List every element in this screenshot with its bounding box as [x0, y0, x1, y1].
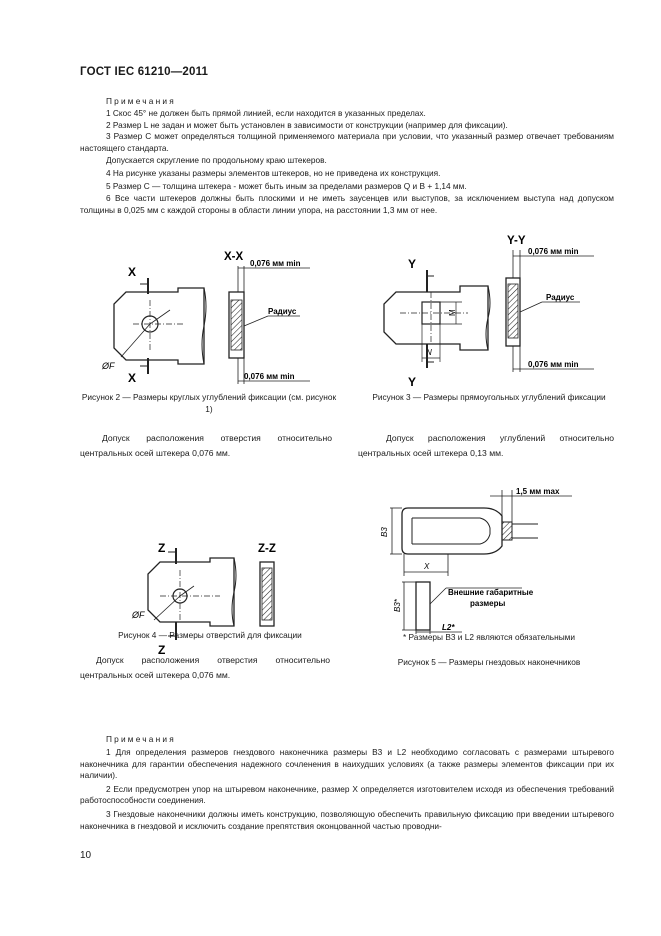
- note-item: Допускается скругление по продольному краю штекеров.: [106, 155, 327, 166]
- figure-2-drawing: [78, 240, 338, 390]
- dim-m-label: M: [448, 309, 457, 316]
- note-item: 3 Размер С может определяться толщиной применяемого материала при условии, что указанный размер отвечает требованиям настоящего стандарта.: [80, 131, 614, 153]
- dim-max-label: 1,5 мм max: [516, 487, 560, 496]
- figure-3-caption: Рисунок 3 — Размеры прямоугольных углублений фиксации: [372, 392, 606, 402]
- dim-b3s-label: B3*: [393, 599, 402, 612]
- figure-3-drawing: [370, 232, 610, 392]
- page-header: ГОСТ IEC 61210—2011: [80, 66, 209, 78]
- figure-5-caption: Рисунок 5 — Размеры гнездовых наконечников: [397, 657, 581, 667]
- section-mark-z-bottom: Z: [158, 643, 166, 657]
- section-mark-z-top: Z: [158, 541, 166, 555]
- figure-4-caption: Рисунок 4 — Размеры отверстий для фиксации: [118, 630, 302, 640]
- dim-l2-label: L2*: [442, 623, 455, 632]
- note-item: 6 Все части штекеров должны быть плоскими и не иметь заусенцев или выступов, за исключением выступа над допуском толщины в 0,025 мм с каждой стороны в области линии упора, на расстоянии 1,3 мм от нее.: [80, 193, 614, 215]
- section-title-zz: Z-Z: [258, 543, 276, 555]
- ext-dims-label-1: Внешние габаритные: [448, 588, 534, 597]
- figure-2-tolerance: Допуск расположения отверстия относительно центральных осей штекера 0,076 мм.: [80, 433, 332, 458]
- dim-x-label: X: [424, 562, 430, 571]
- note-item: 1 Для определения размеров гнездового наконечника размеры B3 и L2 необходимо согласовать с размерами штыревого наконечника для гарантии обеспечения надежного сочленения в наихудших условиях (а также размеры элементов фиксации при их наличии).: [80, 747, 614, 781]
- top-notes: [80, 96, 614, 216]
- figure-2-caption: Рисунок 2 — Размеры круглых углублений фиксации (см. рисунок 1): [81, 392, 337, 414]
- section-mark-y-top: Y: [408, 257, 417, 271]
- note-item: 3 Гнездовые наконечники должны иметь конструкцию, позволяющую обеспечить правильную фиксацию при введении штыревого наконечника в гнездовой и исключить создание препятствия оконцованной частью проводни-: [80, 808, 614, 831]
- note-item: 4 На рисунке указаны размеры элементов штекеров, но не приведена их конструкция.: [106, 167, 441, 178]
- figure-5-footnote: * Размеры B3 и L2 являются обязательными: [403, 632, 575, 642]
- section-title-yy: Y-Y: [507, 235, 526, 247]
- bottom-notes: [80, 734, 614, 832]
- notes-title: Примечания: [106, 734, 176, 744]
- figure-4-tolerance: Допуск расположения отверстия относительно центральных осей штекера 0,076 мм.: [80, 655, 330, 680]
- diameter-label: ØF: [102, 361, 115, 371]
- ext-dims-label-2: размеры: [470, 599, 506, 608]
- dim-bottom-label: 0,076 мм min: [244, 372, 295, 381]
- dim-top-label: 0,076 мм min: [528, 247, 579, 256]
- note-item: 1 Скос 45° не должен быть прямой линией, если находится в указанных пределах.: [106, 108, 426, 118]
- note-item: 2 Если предусмотрен упор на штыревом наконечнике, размер X определяется изготовителем исходя из обеспечения требований работоспособности соединения.: [80, 783, 614, 806]
- section-mark-x-bottom: X: [128, 371, 137, 385]
- page-number: 10: [80, 850, 92, 861]
- note-item: 2 Размер L не задан и может быть установлен в зависимости от конструкции (например для фиксации).: [106, 119, 508, 130]
- section-title-xx: X-X: [224, 251, 244, 263]
- figure-5-drawing: [372, 484, 596, 634]
- radius-label: Радиус: [546, 293, 575, 302]
- section-mark-x-top: X: [128, 265, 137, 279]
- dim-top-label: 0,076 мм min: [250, 259, 301, 268]
- dim-n-label: N: [426, 348, 432, 357]
- note-item: 5 Размер С — толщина штекера - может быть иным за пределами размеров Q и В + 1,14 мм.: [106, 180, 467, 191]
- dim-b3-label: B3: [380, 527, 389, 537]
- notes-title: Примечания: [106, 96, 176, 106]
- radius-label: Радиус: [268, 307, 297, 316]
- diameter-label: ØF: [132, 610, 145, 620]
- figure-3-tolerance: Допуск расположения углублений относительно центральных осей штекера 0,13 мм.: [358, 433, 614, 458]
- section-mark-y-bottom: Y: [408, 375, 417, 389]
- dim-bottom-label: 0,076 мм min: [528, 360, 579, 369]
